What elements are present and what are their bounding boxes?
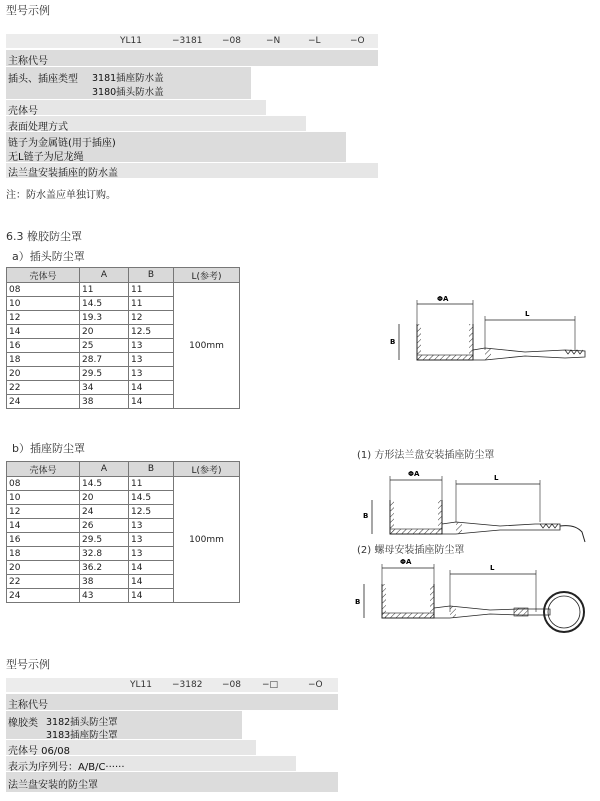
code-part: −08 (222, 36, 241, 46)
l-ref-cell: 100mm (174, 477, 240, 603)
section1-title: 型号示例 (6, 4, 50, 17)
l-label: L (494, 474, 499, 482)
plug-dust-cover-drawing (385, 290, 590, 370)
header-shell: 壳体号 (7, 268, 80, 283)
a-cell: 29.5 (80, 367, 129, 381)
bar-main-code-2 (6, 694, 338, 710)
l-ref-cell: 100mm (174, 283, 240, 409)
a-cell: 43 (80, 589, 129, 603)
b-cell: 14 (129, 575, 174, 589)
a-cell: 19.3 (80, 311, 129, 325)
l-label: L (490, 564, 495, 572)
b-cell: 14 (129, 381, 174, 395)
code-part: YL11 (130, 680, 152, 690)
a-cell: 38 (80, 575, 129, 589)
shell-cell: 16 (7, 533, 80, 547)
bar-shell (6, 100, 266, 115)
a-cell: 38 (80, 395, 129, 409)
shell-cell: 24 (7, 589, 80, 603)
header-l: L(参考) (174, 268, 240, 283)
phi-a-label: ΦA (408, 470, 420, 478)
sub-title-plug-cover: a）插头防尘罩 (12, 250, 85, 263)
table-row (7, 477, 240, 491)
shell-cell: 20 (7, 367, 80, 381)
code-part: −3182 (172, 680, 203, 690)
header-shell: 壳体号 (7, 462, 80, 477)
b-cell: 12.5 (129, 325, 174, 339)
flange-socket-cover-drawing (360, 462, 590, 544)
l-label: L (525, 310, 530, 318)
code-part: −3181 (172, 36, 203, 46)
waterproof-note: 注：防水盖应单独订购。 (6, 190, 116, 201)
sub-title-socket-cover: b）插座防尘罩 (12, 442, 85, 455)
shell-cell: 24 (7, 395, 80, 409)
header-a: A (80, 268, 129, 283)
b-cell: 14 (129, 561, 174, 575)
code-part: −O (350, 36, 365, 46)
a-cell: 11 (80, 283, 129, 297)
b-cell: 11 (129, 477, 174, 491)
b-cell: 11 (129, 283, 174, 297)
code-part: −□ (262, 680, 279, 690)
shell-cell: 22 (7, 575, 80, 589)
shell-cell: 18 (7, 547, 80, 561)
phi-a-label: ΦA (437, 295, 449, 303)
table-row (7, 283, 240, 297)
shell-cell: 08 (7, 477, 80, 491)
label-chain2: 无L链子为尼龙绳 (8, 152, 84, 163)
label-chain1: 链子为金属链(用于插座) (8, 138, 116, 149)
label-surface: 表面处理方式 (8, 122, 68, 133)
code-part: −O (308, 680, 323, 690)
b-cell: 14 (129, 395, 174, 409)
label-rubber: 橡胶类 (8, 718, 38, 729)
label-serial: 表示为序列号：A/B/C······ (8, 762, 125, 773)
nut-socket-cover-drawing (350, 556, 590, 638)
label-rubber-opt2: 3183插座防尘罩 (46, 730, 118, 741)
a-cell: 34 (80, 381, 129, 395)
b-cell: 13 (129, 519, 174, 533)
label-rubber-opt1: 3182插头防尘罩 (46, 717, 118, 728)
a-cell: 28.7 (80, 353, 129, 367)
b-cell: 13 (129, 367, 174, 381)
shell-cell: 12 (7, 311, 80, 325)
b-cell: 13 (129, 533, 174, 547)
shell-cell: 10 (7, 297, 80, 311)
a-cell: 14.5 (80, 477, 129, 491)
plug-dust-cover-table (6, 267, 240, 409)
b-cell: 13 (129, 353, 174, 367)
section2-title: 6.3 橡胶防尘罩 (6, 230, 82, 243)
label-plug-opt1: 3181插座防水盖 (92, 73, 164, 84)
b-cell: 12 (129, 311, 174, 325)
header-a: A (80, 462, 129, 477)
shell-cell: 14 (7, 325, 80, 339)
phi-a-label: ΦA (400, 558, 412, 566)
label-shell: 壳体号 (8, 106, 38, 117)
header-l: L(参考) (174, 462, 240, 477)
label-plug-type: 插头、插座类型 (8, 74, 78, 85)
code-part: −L (308, 36, 321, 46)
a-cell: 20 (80, 491, 129, 505)
a-cell: 25 (80, 339, 129, 353)
a-cell: 24 (80, 505, 129, 519)
bar-rubber (6, 711, 242, 739)
shell-cell: 12 (7, 505, 80, 519)
a-cell: 29.5 (80, 533, 129, 547)
shell-cell: 22 (7, 381, 80, 395)
bar-main-code (6, 50, 378, 66)
shell-cell: 10 (7, 491, 80, 505)
label-shell-2: 壳体号 06/08 (8, 746, 70, 757)
b-label: B (390, 338, 396, 346)
code-part: YL11 (120, 36, 142, 46)
label-main-code: 主称代号 (8, 56, 48, 67)
header-b: B (129, 268, 174, 283)
b-cell: 13 (129, 339, 174, 353)
fig1-title: (1) 方形法兰盘安装插座防尘罩 (357, 450, 495, 461)
b-cell: 14 (129, 589, 174, 603)
b-label: B (355, 598, 361, 606)
code-part: −08 (222, 680, 241, 690)
shell-cell: 16 (7, 339, 80, 353)
label-plug-opt2: 3180插头防水盖 (92, 87, 164, 98)
label-flange: 法兰盘安装插座的防水盖 (8, 168, 118, 179)
shell-cell: 08 (7, 283, 80, 297)
code-part: −N (266, 36, 281, 46)
a-cell: 26 (80, 519, 129, 533)
b-cell: 14.5 (129, 491, 174, 505)
b-cell: 13 (129, 547, 174, 561)
shell-cell: 14 (7, 519, 80, 533)
b-cell: 12.5 (129, 505, 174, 519)
socket-dust-cover-table (6, 461, 240, 603)
a-cell: 14.5 (80, 297, 129, 311)
a-cell: 36.2 (80, 561, 129, 575)
a-cell: 32.8 (80, 547, 129, 561)
shell-cell: 20 (7, 561, 80, 575)
fig2-title: (2) 螺母安装插座防尘罩 (357, 545, 465, 556)
label-main-code-2: 主称代号 (8, 700, 48, 711)
section3-title: 型号示例 (6, 658, 50, 671)
shell-cell: 18 (7, 353, 80, 367)
header-b: B (129, 462, 174, 477)
b-cell: 11 (129, 297, 174, 311)
b-label: B (363, 512, 369, 520)
a-cell: 20 (80, 325, 129, 339)
label-flange-2: 法兰盘安装的防尘罩 (8, 780, 98, 791)
